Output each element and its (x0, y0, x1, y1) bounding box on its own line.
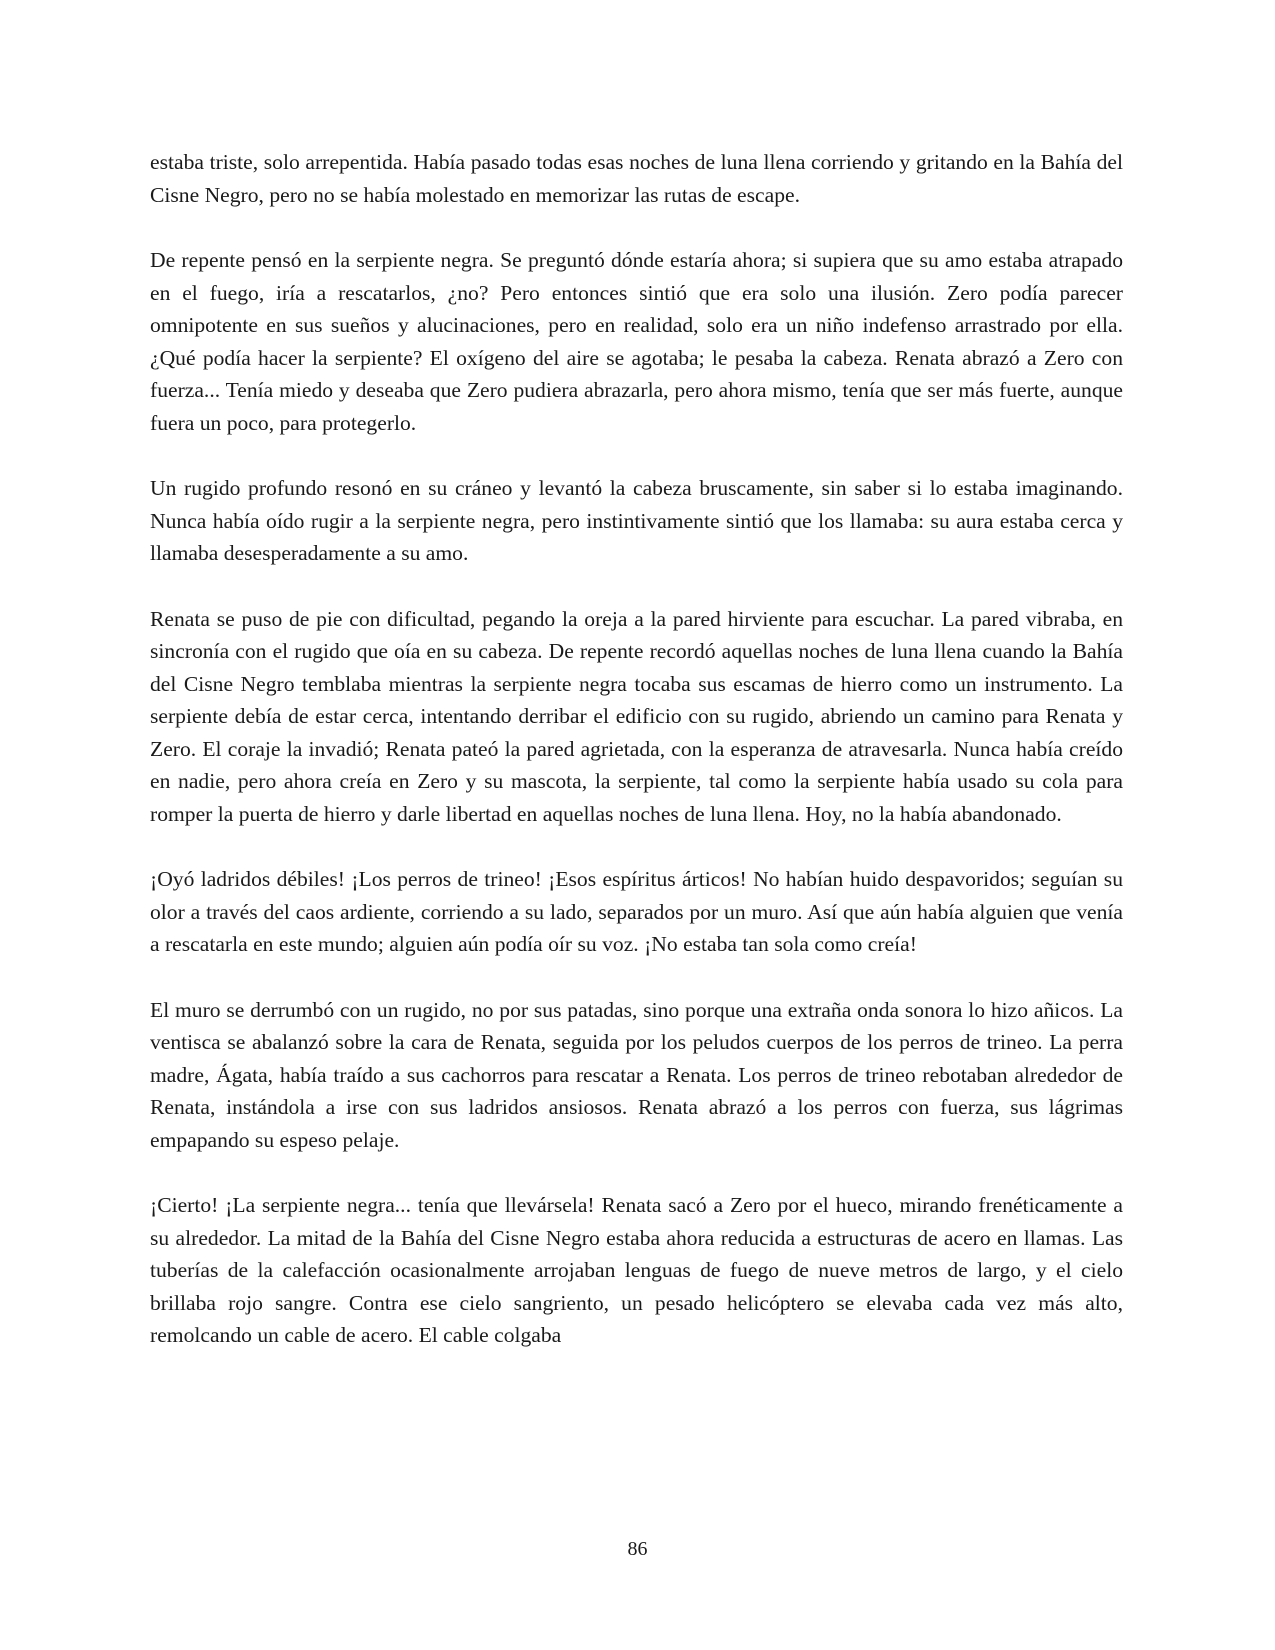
paragraph-2: De repente pensó en la serpiente negra. Se preguntó dónde estaría ahora; si supiera que su amo estaba atrapado en el fuego, iría a rescatarlos, ¿no? Pero entonces sintió que era solo una ilusión. Zero podía parecer omnipotente en sus sueños y alucinaciones, pero en realidad, solo era un niño indefenso arrastrado por ella. ¿Qué podía hacer la serpiente? El oxígeno del aire se agotaba; le pesaba la cabeza. Renata abrazó a Zero con fuerza... Tenía miedo y deseaba que Zero pudiera abrazarla, pero ahora mismo, tenía que ser más fuerte, aunque fuera un poco, para protegerlo. (150, 248, 1123, 435)
paragraph-3: Un rugido profundo resonó en su cráneo y levantó la cabeza bruscamente, sin saber si lo estaba imaginando. Nunca había oído rugir a la serpiente negra, pero instintivamente sintió que los llamaba: su aura estaba cerca y llamaba desesperadamente a su amo. (150, 476, 1123, 565)
paragraph-6: El muro se derrumbó con un rugido, no por sus patadas, sino porque una extraña onda sonora lo hizo añicos. La ventisca se abalanzó sobre la cara de Renata, seguida por los peludos cuerpos de los perros de trineo. La perra madre, Ágata, había traído a sus cachorros para rescatar a Renata. Los perros de trineo rebotaban alrededor de Renata, instándola a irse con sus ladridos ansiosos. Renata abrazó a los perros con fuerza, sus lágrimas empapando su espeso pelaje. (150, 997, 1123, 1152)
page-number: 86 (627, 1538, 648, 1560)
paragraph-5: ¡Oyó ladridos débiles! ¡Los perros de trineo! ¡Esos espíritus árticos! No habían huido despavoridos; seguían su olor a través del caos ardiente, corriendo a su lado, separados por un muro. Así que aún había alguien que venía a rescatarla en este mundo; alguien aún podía oír su voz. ¡No estaba tan sola como creía! (150, 867, 1123, 956)
paragraph-1: estaba triste, solo arrepentida. Había pasado todas esas noches de luna llena corriendo y gritando en la Bahía del Cisne Negro, pero no se había molestado en memorizar las rutas de escape. (150, 150, 1123, 207)
paragraph-7: ¡Cierto! ¡La serpiente negra... tenía que llevársela! Renata sacó a Zero por el hueco, mirando frenéticamente a su alrededor. La mitad de la Bahía del Cisne Negro estaba ahora reducida a estructuras de acero en llamas. Las tuberías de la calefacción ocasionalmente arrojaban lenguas de fuego de nueve metros de largo, y el cielo brillaba rojo sangre. Contra ese cielo sangriento, un pesado helicóptero se elevaba cada vez más alto, remolcando un cable de acero. El cable colgaba (150, 1193, 1123, 1347)
paragraph-4: Renata se puso de pie con dificultad, pegando la oreja a la pared hirviente para escuchar. La pared vibraba, en sincronía con el rugido que oía en su cabeza. De repente recordó aquellas noches de luna llena cuando la Bahía del Cisne Negro temblaba mientras la serpiente negra tocaba sus escamas de hierro como un instrumento. La serpiente debía de estar cerca, intentando derribar el edificio con su rugido, abriendo un camino para Renata y Zero. El coraje la invadió; Renata pateó la pared agrietada, con la esperanza de atravesarla. Nunca había creído en nadie, pero ahora creía en Zero y su mascota, la serpiente, tal como la serpiente había usado su cola para romper la puerta de hierro y darle libertad en aquellas noches de luna llena. Hoy, no la había abandonado. (150, 606, 1123, 826)
page-body (150, 146, 1123, 1352)
